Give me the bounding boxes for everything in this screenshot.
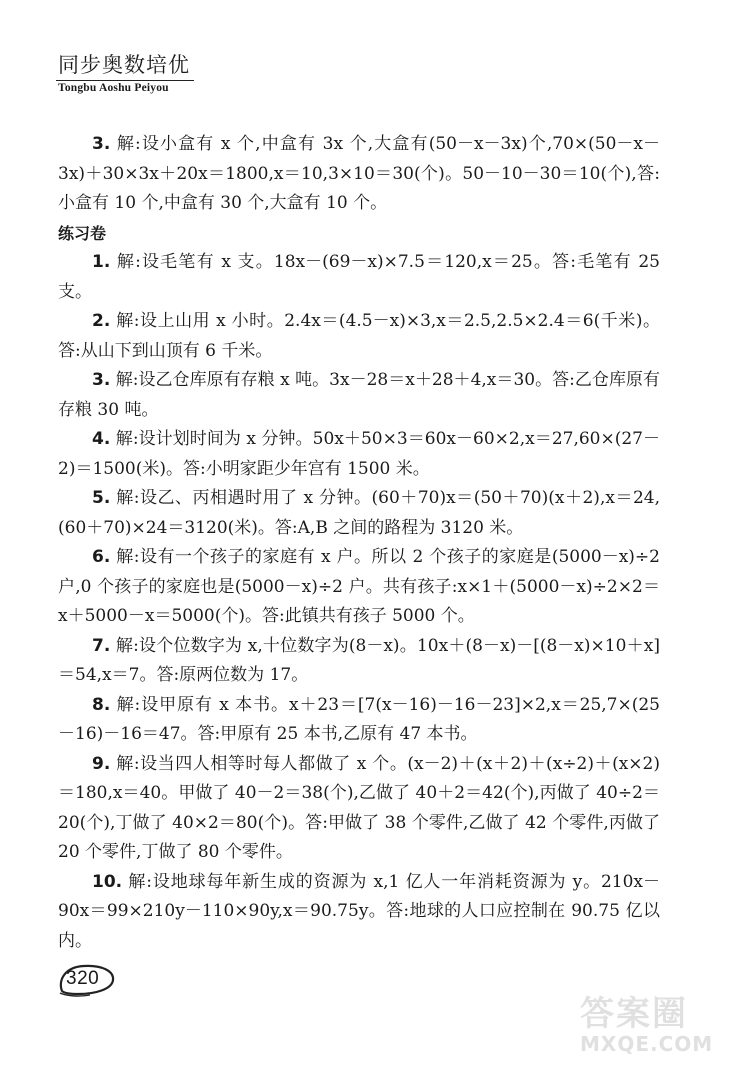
item-number: 1. xyxy=(92,252,111,272)
section-title: 练习卷 xyxy=(58,223,107,243)
exercise-item xyxy=(58,425,660,484)
header-divider xyxy=(56,80,194,81)
watermark-logo-text: 答案圈 xyxy=(580,994,688,1034)
item-text: 解:设个位数字为 x,十位数字为(8－x)。10x＋(8－x)－[(8－x)×10＋x]＝54,x＝7。答:原两位数为 17。 xyxy=(58,635,660,685)
exercise-item xyxy=(58,543,660,632)
item-text: 解:设乙仓库原有存粮 x 吨。3x－28＝x＋28＋4,x＝30。答:乙仓库原有存粮 30 吨。 xyxy=(58,370,660,420)
problem-number: 3. xyxy=(92,134,111,154)
item-text: 解:设计划时间为 x 分钟。50x＋50×3＝60x－60×2,x＝27,60×(27－2)＝1500(米)。答:小明家距少年宫有 1500 米。 xyxy=(58,429,660,479)
site-watermark xyxy=(580,996,730,1060)
answer-text: 解:设小盒有 x 个,中盒有 3x 个,大盒有(50－x－3x)个,70×(50－x－3x)＋30×3x＋20x＝1800,x＝10,3×10＝30(个)。50－10－30＝10(个),答:小盒有 10 个,中盒有 30 个,大盒有 10 个。 xyxy=(58,134,660,213)
item-text: 解:设乙、丙相遇时用了 x 分钟。(60＋70)x＝(50＋70)(x＋2),x＝24,(60＋70)×24＝3120(米)。答:A,B 之间的路程为 3120 米。 xyxy=(58,488,660,538)
exercise-item xyxy=(58,366,660,425)
item-number: 5. xyxy=(92,488,111,508)
exercise-item xyxy=(58,484,660,543)
item-number: 4. xyxy=(92,429,111,449)
item-number: 3. xyxy=(92,370,111,390)
item-number: 10. xyxy=(92,871,123,892)
book-title: 同步奥数培优 xyxy=(58,53,190,77)
exercise-item xyxy=(58,750,660,868)
answer-content xyxy=(58,130,660,956)
item-text: 解:设毛笔有 x 支。18x－(69－x)×7.5＝120,x＝25。答:毛笔有 25 支。 xyxy=(58,252,660,302)
page-header xyxy=(58,52,190,94)
watermark-url: MXQE.COM xyxy=(580,1032,714,1056)
page-number: 320 xyxy=(66,968,100,989)
page-number-badge xyxy=(56,961,116,997)
item-text: 解:设地球每年新生成的资源为 x,1 亿人一年消耗资源为 y。210x－90x＝99×210y－110×90y,x＝90.75y。答:地球的人口应控制在 90.75 亿以内。 xyxy=(58,871,660,951)
exercise-item xyxy=(58,307,660,366)
exercise-item xyxy=(58,691,660,750)
exercise-item xyxy=(58,868,660,957)
item-text: 解:设上山用 x 小时。2.4x＝(4.5－x)×3,x＝2.5,2.5×2.4＝6(千米)。答:从山下到山顶有 6 千米。 xyxy=(58,311,660,361)
item-text: 解:设甲原有 x 本书。x＋23＝[7(x－16)－16－23]×2,x＝25,7×(25－16)－16＝47。答:甲原有 25 本书,乙原有 47 本书。 xyxy=(58,694,660,744)
item-text: 解:设当四人相等时每人都做了 x 个。(x－2)＋(x＋2)＋(x÷2)＋(x×2)＝180,x＝40。甲做了 40－2＝38(个),乙做了 40＋2＝42(个),丙做了 40÷2＝20(个),丁做了 40×2＝80(个)。答:甲做了 38 个零件,乙做了 42 个零件,丙做了 20 个零件,丁做了 80 个零件。 xyxy=(58,753,660,862)
item-number: 7. xyxy=(92,635,111,656)
item-number: 8. xyxy=(92,694,111,715)
item-number: 9. xyxy=(92,753,111,774)
item-number: 2. xyxy=(92,311,111,331)
item-number: 6. xyxy=(92,547,111,567)
item-text: 解:设有一个孩子的家庭有 x 户。所以 2 个孩子的家庭是(5000－x)÷2 户,0 个孩子的家庭也是(5000－x)÷2 户。共有孩子:x×1＋(5000－x)÷2×2＝x＋5000－x＝5000(个)。答:此镇共有孩子 5000 个。 xyxy=(58,547,660,626)
exercise-item xyxy=(58,248,660,307)
problem-3-answer xyxy=(58,130,660,219)
book-subtitle: Tongbu Aoshu Peiyou xyxy=(58,82,169,94)
exercise-item xyxy=(58,632,660,691)
